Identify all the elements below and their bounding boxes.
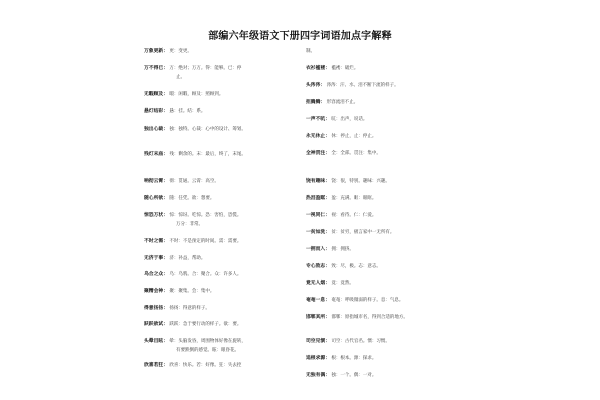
entry-term: 聚精会神： — [144, 289, 168, 294]
entry-definition: 休：停止，止：停止。 — [330, 134, 377, 139]
entry-term: 乌合之众： — [144, 272, 168, 277]
glossary-entry — [306, 196, 456, 202]
entry-definition: 济：补益，帮助。 — [168, 256, 206, 261]
entry-definition: 司空：古代官名。惯：习惯。 — [330, 339, 390, 344]
entry-term: 一声不吭： — [306, 117, 330, 122]
glossary-entry — [144, 363, 294, 369]
glossary-entry — [144, 152, 294, 158]
entry-term: 得意扬扬： — [144, 306, 168, 311]
entry-definition-continued: 有要跌倒的感觉。眩：眼昏花。 — [176, 348, 239, 353]
glossary-entry — [144, 196, 294, 202]
entry-term: 永无休止： — [306, 134, 330, 139]
entry-term: 无独有偶： — [306, 373, 330, 378]
entry-definition: 乌：乌鸦。合：聚合。众：许多人。 — [168, 272, 242, 277]
entry-definition: 制。 — [306, 49, 315, 54]
glossary-entry — [306, 315, 456, 321]
entry-definition: 贫：贫穷，极言家中一无所有。 — [330, 230, 395, 235]
glossary-entry — [144, 322, 294, 328]
entry-term: 竟无人烟： — [306, 281, 330, 286]
entry-definition: 致：尽，极。志：意志。 — [330, 264, 381, 269]
entry-term: 一拥而入： — [306, 247, 330, 252]
entry-definition: 惊：惊讶。吃惊。恐：害怕，恐慌。 — [168, 213, 242, 218]
entry-definition: 褴褛：破烂。 — [330, 66, 359, 71]
entry-definition: 更：变更。 — [168, 49, 192, 54]
entry-definition: 扬扬：得意的样子。 — [168, 306, 210, 311]
entry-definition: 万：绝对；万万。得：能够。已：停 — [168, 66, 242, 71]
glossary-entry — [306, 66, 456, 72]
glossary-entry — [306, 117, 456, 123]
entry-term: 悬灯结彩： — [144, 109, 168, 114]
entry-definition: 竟：竟然。 — [330, 281, 354, 286]
entry-definition: 独：独特。心裁：心中的设计、筹划。 — [168, 127, 246, 132]
entry-definition: 奄奄：呼吸微弱的样子。息：气息。 — [330, 298, 404, 303]
glossary-entry — [144, 306, 294, 312]
entry-term: 司空见惯： — [306, 339, 330, 344]
entry-definition: 饶：很，特别。趣味：兴趣。 — [330, 179, 390, 184]
entry-term: 独出心裁： — [144, 127, 168, 132]
entry-definition: 全：全部。贯注：集中。 — [330, 151, 381, 156]
entry-term: 惊恐万状： — [144, 213, 168, 218]
glossary-entry — [306, 373, 456, 379]
entry-term: 头涔涔： — [306, 83, 326, 88]
entry-definition: 悬：挂。结：系。 — [168, 109, 206, 114]
entry-definition: 欣喜：快乐。若：好像。狂：失去控 — [168, 363, 242, 368]
glossary-entry — [306, 134, 456, 140]
entry-term: 随心所欲： — [144, 196, 168, 201]
entry-term: 万不得已： — [144, 66, 168, 71]
glossary-entry — [144, 213, 294, 219]
entry-definition: 盈：充满。眶：眼眶。 — [330, 196, 377, 201]
glossary-entry — [306, 247, 456, 253]
glossary-entry — [144, 179, 294, 185]
entry-definition: 独：一个。偶：一对。 — [330, 373, 377, 378]
entry-definition: 残：剩余的。末：最后，终了，末尾。 — [168, 152, 246, 157]
glossary-entry — [306, 83, 456, 89]
entry-term: 一视同仁： — [306, 213, 330, 218]
entry-definition: 邯郸：原指城市名，得到合适的地方。 — [330, 315, 408, 320]
glossary-entry — [144, 339, 294, 345]
entry-term: 衣衫褴褛： — [306, 66, 330, 71]
entry-definition: 视：看待。仁：仁爱。 — [330, 213, 377, 218]
glossary-entry — [144, 127, 294, 133]
entry-definition: 涔涔：汗、水、泪不断下流的样子。 — [325, 83, 399, 88]
glossary-entry — [306, 281, 456, 287]
glossary-entry — [306, 230, 456, 236]
entry-term: 全神贯注： — [306, 151, 330, 156]
entry-term: 热泪盈眶： — [306, 196, 330, 201]
glossary-entry — [306, 264, 456, 270]
entry-definition: 拥：拥挤。 — [330, 247, 354, 252]
entry-term: 欣喜若狂： — [144, 363, 168, 368]
page-title: 部编六年级语文下册四字词语加点字解释 — [208, 31, 392, 42]
entry-term: 响彻云霄： — [144, 179, 168, 184]
entry-term: 头晕目眩： — [144, 339, 168, 344]
entry-term: 一贫如洗： — [306, 230, 330, 235]
entry-definition: 不时：不是预定的时间。需：需要。 — [168, 239, 242, 244]
entry-definition: 跃跃：急于要行动的样子。欲：要。 — [168, 322, 242, 327]
entry-term: 饶有趣味： — [306, 179, 330, 184]
glossary-entry — [306, 179, 456, 185]
entry-term: 残灯末庙： — [144, 152, 168, 157]
glossary-entry — [306, 356, 456, 362]
entry-definition: 晕：头脑发昏，周围物体好像在旋转， — [168, 339, 246, 344]
entry-term: 奄奄一息： — [306, 298, 330, 303]
entry-definition-continued: 止。 — [176, 75, 185, 80]
entry-term: 无暇顾及： — [144, 92, 168, 97]
entry-term: 无济于事： — [144, 256, 168, 261]
glossary-entry — [144, 109, 294, 115]
glossary-entry — [144, 92, 294, 98]
entry-term: 万象更新： — [144, 49, 168, 54]
entry-definition: 彻：贯通。云霄：高空。 — [168, 179, 219, 184]
glossary-entry — [306, 298, 456, 304]
entry-definition: 形容流泪不止。 — [325, 100, 359, 105]
glossary-entry — [144, 256, 294, 262]
glossary-entry — [144, 66, 294, 72]
entry-definition-continued: 万分：非常。 — [176, 222, 203, 227]
entry-definition: 聚：聚集。会：集中。 — [168, 289, 215, 294]
entry-term: 拒腾腾： — [306, 100, 326, 105]
glossary-entry — [144, 239, 294, 245]
entry-definition: 随：任凭。欲：想要。 — [168, 196, 215, 201]
glossary-entry — [144, 289, 294, 295]
entry-term: 邯郸其所： — [306, 315, 330, 320]
glossary-entry — [306, 339, 456, 345]
entry-definition: 吭：出声，说话。 — [330, 117, 368, 122]
glossary-entry — [306, 213, 456, 219]
entry-term: 专心致志： — [306, 264, 330, 269]
glossary-entry — [144, 49, 294, 55]
entry-term: 追根求源： — [306, 356, 330, 361]
glossary-entry — [144, 272, 294, 278]
entry-definition: 根：根本。源：探求。 — [330, 356, 377, 361]
entry-term: 跃跃欲试： — [144, 322, 168, 327]
glossary-entry — [306, 49, 456, 55]
entry-definition: 暇：闲暇，顾及：照顾到。 — [168, 92, 224, 97]
entry-term: 不时之需： — [144, 239, 168, 244]
glossary-entry — [306, 100, 456, 106]
glossary-entry — [306, 151, 456, 157]
